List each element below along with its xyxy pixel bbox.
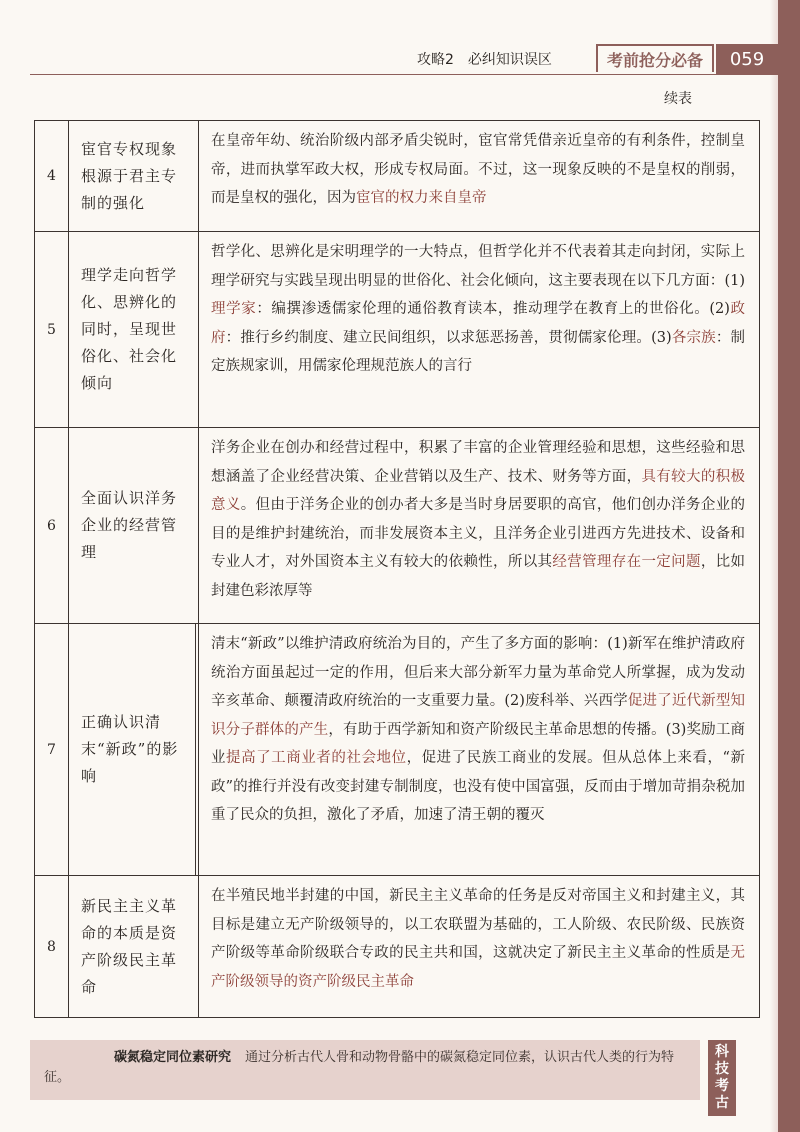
header-divider: [30, 74, 778, 75]
row-topic: 理学走向哲学化、思辨化的同时，呈现世俗化、社会化倾向: [69, 232, 199, 427]
knowledge-table: [34, 120, 760, 1018]
continued-label: 续表: [664, 91, 692, 107]
row-number: 5: [35, 232, 69, 427]
row-number: 6: [35, 428, 69, 623]
row-topic: 新民主主义革命的本质是资产阶级民主革命: [69, 876, 199, 1017]
row-topic: 正确认识清末“新政”的影响: [69, 624, 199, 875]
table-row: [35, 623, 759, 875]
row-description: [199, 232, 759, 427]
row-description: [199, 428, 759, 623]
row-topic: 全面认识洋务企业的经营管理: [69, 428, 199, 623]
page-edge-shade: [770, 0, 778, 1132]
row-number: 4: [35, 121, 69, 231]
text-segment: ，促进了民族工商业的发展。但从总体上来看，“新政”的推行并没有改变封建专制制度，也没有使中国富强，反而由于增加苛捐杂税加重了民众的负担，激化了矛盾，加速了清王朝的覆灭: [211, 750, 745, 823]
text-segment: 哲学化、思辨化是宋明理学的一大特点，但哲学化并不代表着其走向封闭，实际上理学研究与实践呈现出明显的世俗化、社会化倾向，这主要表现在以下几方面：(1): [211, 244, 745, 289]
table-row: [35, 427, 759, 623]
text-segment: 洋务企业在创办和经营过程中，积累了丰富的企业管理经验和思想，这些经验和思想涵盖了企业经营决策、企业营销以及生产、技术、财务等方面，: [211, 440, 745, 485]
highlighted-phrase: 提高了工商业者的社会地位: [226, 750, 407, 766]
table-row: [35, 121, 759, 231]
right-color-strip: [778, 0, 800, 1132]
row-description: [199, 624, 759, 875]
table-row: [35, 231, 759, 427]
header-section-title: 攻略2 必纠知识误区: [417, 52, 552, 68]
highlighted-phrase: 政府: [211, 301, 746, 346]
row-number: 8: [35, 876, 69, 1017]
footer-tag-char: 科: [715, 1044, 729, 1060]
highlighted-phrase: 促进了近代新型知识分子群体的产生: [211, 693, 746, 738]
footer-title: 碳氮稳定同位素研究: [114, 1050, 232, 1065]
row-number: 7: [35, 624, 69, 875]
footer-tag-char: 古: [715, 1095, 729, 1111]
text-segment: 在皇帝年幼、统治阶级内部矛盾尖锐时，宦官常凭借亲近皇帝的有利条件，控制皇帝，进而执掌军政大权，形成专权局面。不过，这一现象反映的不是皇权的削弱，而是皇权的强化，因为: [211, 133, 745, 206]
header-badge: 考前抢分必备: [596, 44, 714, 72]
page-header: [0, 44, 778, 74]
highlighted-phrase: 无产阶级领导的资产阶级民主革命: [211, 945, 745, 990]
highlighted-phrase: 经营管理存在一定问题: [552, 554, 701, 570]
row-description: [199, 121, 759, 231]
page-number: 059: [716, 44, 778, 74]
table-row: [35, 875, 759, 1017]
footer-tag: [708, 1040, 736, 1116]
text-segment: ，比如封建色彩浓厚等: [211, 554, 746, 599]
text-segment: 清末“新政”以维护清政府统治为目的，产生了多方面的影响：(1)新军在维护清政府统治方面虽起过一定的作用，但后来大部分新军力量为革命党人所掌握，成为发动辛亥革命、颠覆清政府统治的一支重要力量。(2)废科举、兴西学: [211, 636, 745, 709]
footer-tag-char: 技: [715, 1061, 729, 1077]
text-segment: ：推行乡约制度、建立民间组织，以求惩恶扬善，贯彻儒家伦理。(3): [225, 329, 672, 346]
highlighted-phrase: 宦官的权力来自皇帝: [356, 190, 487, 206]
text-segment: ：制定族规家训，用儒家伦理规范族人的言行: [211, 329, 746, 374]
footer-tag-char: 考: [715, 1078, 729, 1094]
highlighted-phrase: 具有较大的积极意义: [211, 468, 746, 513]
footer-body: 通过分析古代人骨和动物骨骼中的碳氮稳定同位素，认识古代人类的行为特征。: [44, 1050, 675, 1085]
row-description: [199, 876, 759, 1017]
text-segment: 。但由于洋务企业的创办者大多是当时身居要职的高官，他们创办洋务企业的目的是维护封建统治，而非发展资本主义，且洋务企业引进西方先进技术、设备和专业人才，对外国资本主义有较大的依赖性，所以其: [211, 497, 745, 570]
text-segment: ，有助于西学新知和资产阶级民主革命思想的传播。(3)奖励工商业: [211, 721, 746, 766]
text-segment: 在半殖民地半封建的中国，新民主主义革命的任务是反对帝国主义和封建主义，其目标是建立无产阶级领导的，以工农联盟为基础的，工人阶级、农民阶级、民族资产阶级等革命阶级联合专政的民主共和国，这就决定了新民主主义革命的性质是: [211, 888, 745, 961]
highlighted-phrase: 理学家: [211, 301, 257, 317]
footer-note: [44, 1048, 694, 1088]
highlighted-phrase: 各宗族: [671, 329, 716, 346]
text-segment: ：编撰渗透儒家伦理的通俗教育读本，推动理学在教育上的世俗化。(2): [256, 301, 730, 317]
row-topic: 宦官专权现象根源于君主专制的强化: [69, 121, 199, 231]
